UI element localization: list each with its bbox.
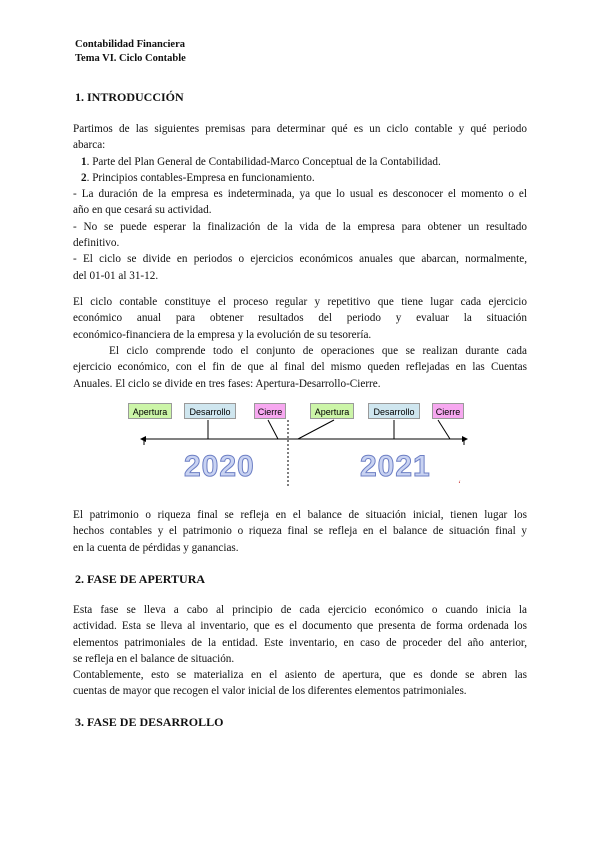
intro-paragraph-2 (73, 294, 527, 343)
text-line: - La duración de la empresa es indeterminada, ya que lo usual es desconocer el momento o el (73, 188, 527, 201)
header-topic: Tema VI. Ciclo Contable (75, 53, 186, 64)
text-line: actividad. Esta se lleva al inventario, que es el documento que presenta de forma ordenada los (73, 620, 527, 633)
apertura-paragraph-1 (73, 602, 527, 667)
intro-paragraph-3 (73, 343, 527, 392)
connector (438, 420, 450, 439)
text-line: año en que cesará su actividad. (73, 204, 212, 217)
text-line: - No se puede esperar la finalización de la vida de la empresa para obtener un resultado (73, 220, 527, 233)
year-2020-label: 2020 (184, 450, 255, 483)
connector (268, 420, 278, 439)
text-line: - El ciclo se divide en periodos o ejercicios económicos anuales que abarcan, normalmente, (73, 253, 527, 266)
box-cierre-2021: Cierre (432, 403, 464, 419)
box-desarrollo-2021: Desarrollo (368, 403, 420, 419)
year-2021-label: 2021 (360, 450, 431, 483)
text-line: El patrimonio o riqueza final se refleja en el balance de situación inicial, tienen lugar los (73, 509, 527, 521)
text-line: definitivo. (73, 237, 120, 250)
text-line: del 01-01 al 31-12. (73, 269, 159, 282)
section-title-introduccion: 1. INTRODUCCIÓN (75, 90, 184, 104)
header-subject: Contabilidad Financiera (75, 39, 185, 50)
timeline-arrow-right (462, 436, 468, 442)
text-line: cuentas de mayor que recogen el valor inicial de los diferentes elementos patrimoniales. (73, 685, 467, 698)
intro-paragraph-4 (73, 507, 527, 556)
list-text: . Parte del Plan General de Contabilidad-Marco Conceptual de la Contabilidad. (86, 155, 441, 168)
text-line: ejercicio económico, con el fin de que al final del mismo queden reflejadas en las Cuentas (73, 361, 527, 374)
box-desarrollo-2020: Desarrollo (184, 403, 236, 419)
box-apertura-2021: Apertura (310, 403, 354, 419)
text-line: económico anual para obtener resultados del periodo y evaluar la situación (73, 312, 527, 325)
text-line: elementos patrimoniales de la entidad. Este inventario, en caso de proceder del año anterior, (73, 636, 527, 649)
text-line: Esta fase se lleva a cabo al principio de cada ejercicio económico o cuando inicia la (73, 604, 527, 616)
text-line: abarca: (73, 139, 106, 152)
list-item-1 (73, 154, 527, 170)
connector (298, 420, 334, 439)
stray-mark: ‘ (458, 479, 461, 489)
box-apertura-2020: Apertura (128, 403, 172, 419)
text-line: El ciclo comprende todo el conjunto de operaciones que se realizan durante cada (109, 345, 527, 357)
list-number: 2 (81, 171, 87, 184)
text-line: hechos contables y el patrimonio o riqueza final se refleja en el balance de situación final y (73, 525, 527, 538)
text-line: económico-financiera de la empresa y la evolución de su tesorería. (73, 328, 372, 341)
list-item-2 (73, 170, 527, 186)
text-line: Anuales. El ciclo se divide en tres fases: Apertura-Desarrollo-Cierre. (73, 377, 381, 390)
box-cierre-2020: Cierre (254, 403, 286, 419)
text-line: se refleja en el balance de situación. (73, 652, 235, 665)
text-line: Contablemente, esto se materializa en el asiento de apertura, que es donde se abren las (73, 669, 527, 681)
section-title-apertura: 2. FASE DE APERTURA (75, 572, 206, 586)
intro-paragraph-1 (73, 121, 527, 284)
text-line: Partimos de las siguientes premisas para determinar qué es un ciclo contable y qué periodo (73, 123, 527, 135)
section-title-desarrollo: 3. FASE DE DESARROLLO (75, 715, 224, 729)
list-number: 1 (81, 155, 87, 168)
list-text: . Principios contables-Empresa en funcionamiento. (86, 171, 315, 184)
text-line: El ciclo contable constituye el proceso regular y repetitivo que tiene lugar cada ejercicio (73, 296, 527, 308)
text-line: en la cuenta de pérdidas y ganancias. (73, 541, 239, 554)
apertura-paragraph-2 (73, 667, 527, 700)
timeline-arrow-left (140, 436, 146, 442)
cycle-diagram (120, 395, 480, 495)
